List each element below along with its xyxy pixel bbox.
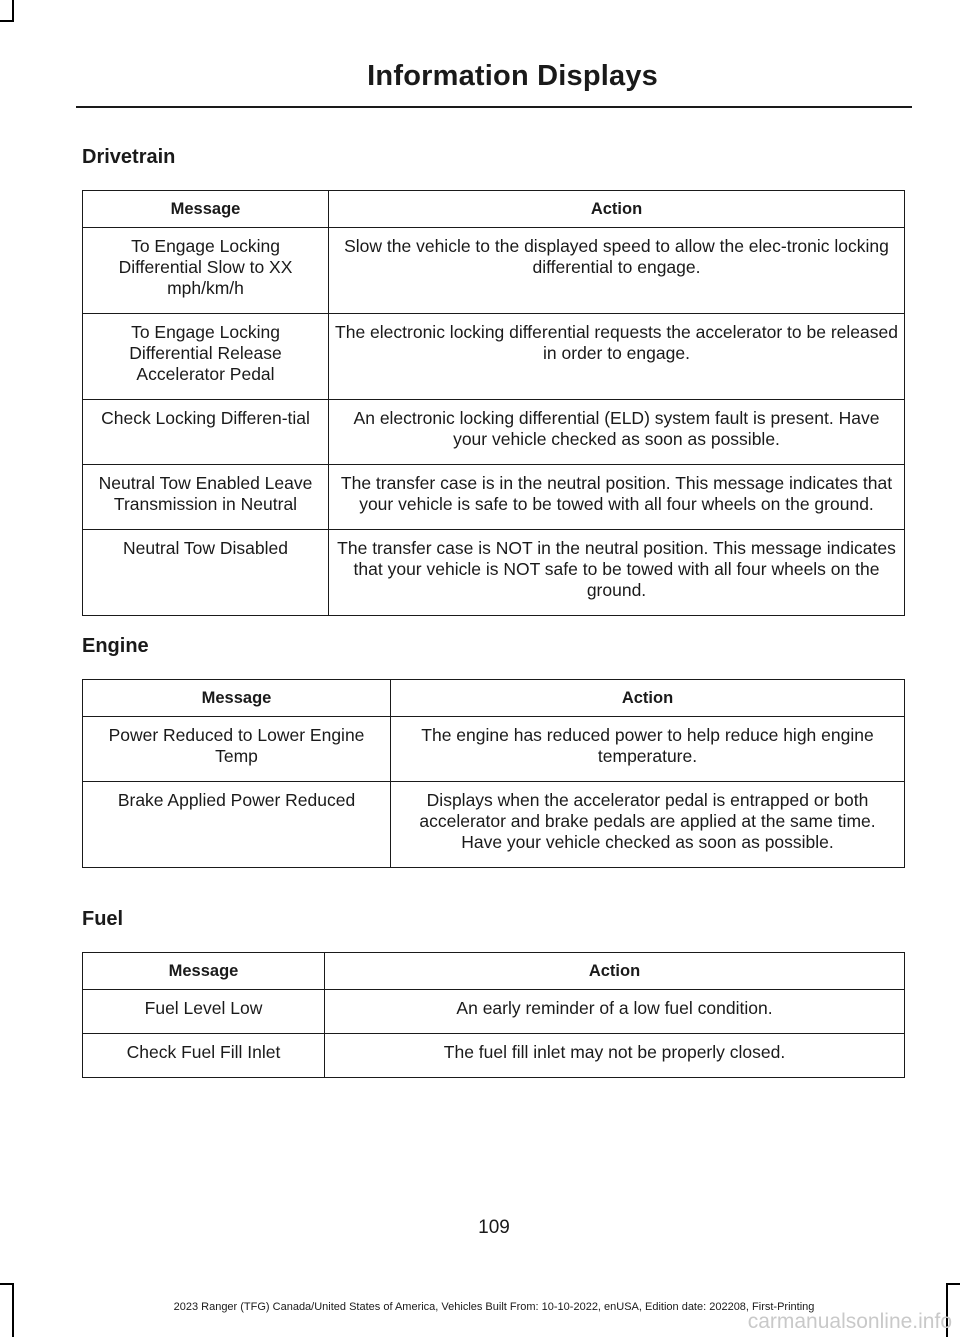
message-cell: To Engage Locking Differential Release Accelerator Pedal [83,314,329,400]
message-cell: Neutral Tow Enabled Leave Transmission in Neutral [83,465,329,530]
column-header-message: Message [83,680,391,717]
table-row [83,530,905,616]
action-cell: An electronic locking differential (ELD) system fault is present. Have your vehicle checked as soon as possible. [329,400,905,465]
message-cell: Neutral Tow Disabled [83,530,329,616]
message-cell: Brake Applied Power Reduced [83,782,391,868]
fuel-table [82,952,905,1078]
page-number: 109 [478,1217,510,1238]
action-cell: The engine has reduced power to help reduce high engine temperature. [391,717,905,782]
message-cell: To Engage Locking Differential Slow to XX mph/km/h [83,228,329,314]
crop-mark [946,1283,960,1285]
column-header-action: Action [391,680,905,717]
action-cell: The electronic locking differential requests the accelerator to be released in order to engage. [329,314,905,400]
message-cell: Fuel Level Low [83,990,325,1034]
table-row [83,990,905,1034]
engine-table [82,679,905,868]
section-title-fuel: Fuel [82,908,124,930]
table-header-row [83,191,905,228]
table-header-row [83,953,905,990]
footer-edition-info: 2023 Ranger (TFG) Canada/United States of America, Vehicles Built From: 10-10-2022, enUSA, Edition date: 202208, First-Printing [173,1301,815,1313]
action-cell: An early reminder of a low fuel condition. [325,990,905,1034]
column-header-action: Action [325,953,905,990]
column-header-message: Message [83,953,325,990]
drivetrain-table [82,190,905,616]
table-row [83,314,905,400]
action-cell: Displays when the accelerator pedal is entrapped or both accelerator and brake pedals are applied at the same time. Have your vehicle checked as soon as possible. [391,782,905,868]
table-header-row [83,680,905,717]
message-cell: Check Locking Differen-tial [83,400,329,465]
action-cell: Slow the vehicle to the displayed speed to allow the elec-tronic locking differential to engage. [329,228,905,314]
crop-mark [0,20,14,22]
action-cell: The transfer case is in the neutral position. This message indicates that your vehicle is safe to be towed with all four wheels on the ground. [329,465,905,530]
section-title-engine: Engine [82,635,149,657]
table-row [83,465,905,530]
crop-mark [12,0,14,20]
column-header-message: Message [83,191,329,228]
table-row [83,1034,905,1078]
page-title: Information Displays [367,60,658,92]
message-cell: Power Reduced to Lower Engine Temp [83,717,391,782]
message-cell: Check Fuel Fill Inlet [83,1034,325,1078]
section-title-drivetrain: Drivetrain [82,146,176,168]
table-row [83,228,905,314]
column-header-action: Action [329,191,905,228]
action-cell: The transfer case is NOT in the neutral position. This message indicates that your vehicle is NOT safe to be towed with all four wheels on the ground. [329,530,905,616]
crop-mark [0,1283,14,1285]
table-row [83,717,905,782]
watermark: carmanualsonline.info [747,1310,952,1333]
table-row [83,400,905,465]
header-divider [76,106,912,108]
action-cell: The fuel fill inlet may not be properly closed. [325,1034,905,1078]
table-row [83,782,905,868]
